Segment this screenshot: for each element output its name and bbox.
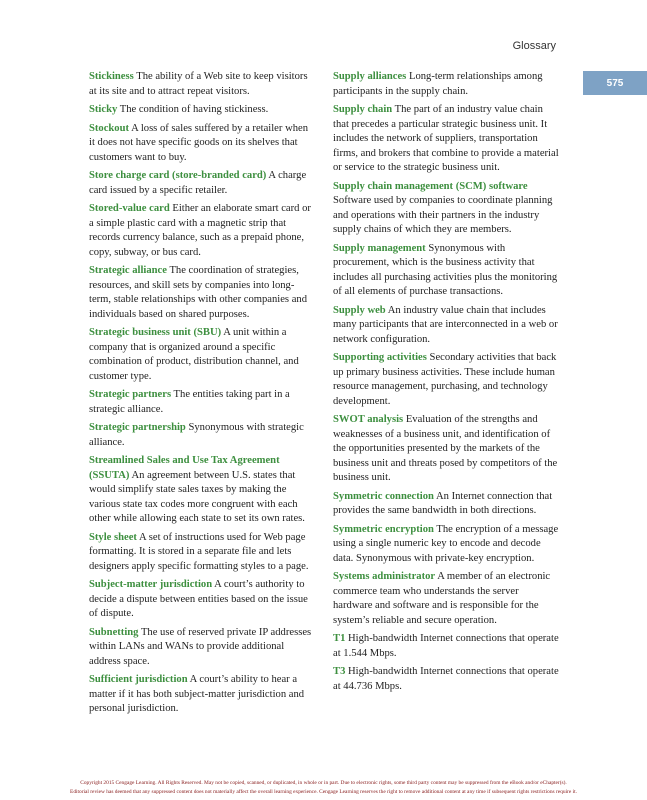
glossary-definition: Software used by companies to coordinate planning and operations with their partners in the industry supply chains of which they are members. bbox=[333, 195, 553, 235]
glossary-term: Stored-value card bbox=[89, 203, 170, 214]
glossary-entry bbox=[333, 351, 559, 409]
running-head: Glossary bbox=[512, 40, 556, 52]
glossary-entry bbox=[89, 531, 315, 575]
glossary-entry bbox=[89, 103, 315, 118]
glossary-definition: A loss of sales suffered by a retailer when it does not have specific goods on its shelves that customers want to buy. bbox=[89, 122, 309, 163]
glossary-entry bbox=[89, 454, 315, 527]
glossary-entry bbox=[89, 70, 315, 99]
glossary-entry bbox=[333, 180, 559, 238]
glossary-entry bbox=[89, 122, 315, 166]
glossary-entry bbox=[89, 388, 315, 417]
glossary-term: Store charge card (store-branded card) bbox=[89, 170, 267, 181]
glossary-term: Sticky bbox=[89, 104, 118, 115]
glossary-entry bbox=[89, 626, 315, 670]
right-column bbox=[333, 70, 559, 698]
glossary-entry bbox=[333, 413, 559, 486]
glossary-entry bbox=[89, 326, 315, 384]
glossary-definition: Synonymous with strategic alliance. bbox=[89, 422, 304, 448]
glossary-term: T3 bbox=[333, 666, 346, 677]
glossary-entry bbox=[333, 665, 559, 694]
glossary-definition: The use of reserved private IP addresses within LANs and WANs to provide additional address space. bbox=[89, 626, 312, 667]
glossary-term: Stockout bbox=[89, 122, 130, 134]
glossary-term: Streamlined Sales and Use Tax Agreement (SSUTA) bbox=[89, 455, 280, 481]
glossary-entry bbox=[89, 578, 315, 622]
glossary-term: T1 bbox=[333, 633, 346, 644]
glossary-definition: Long-term relationships among participants in the supply chain. bbox=[333, 71, 543, 97]
glossary-definition: An agreement between U.S. states that would simplify state sales taxes by making the various state tax codes more congruent with each other while allowing each state to set its own rates. bbox=[89, 469, 305, 524]
glossary-entry bbox=[333, 570, 559, 628]
glossary-entry bbox=[333, 242, 559, 300]
glossary-definition: The part of an industry value chain that precedes a particular strategic business unit. It includes the network of suppliers, transportation firms, and brokers that combine to provide a material or service to the strategic business unit. bbox=[333, 104, 559, 173]
glossary-term: Strategic alliance bbox=[89, 265, 167, 276]
glossary-term: Supply alliances bbox=[333, 71, 407, 82]
glossary-definition: A court’s ability to hear a matter if it has both subject-matter jurisdiction and personal jurisdiction. bbox=[89, 674, 305, 714]
copyright-notice: Copyright 2015 Cengage Learning. All Rights Reserved. May not be copied, scanned, or duplicated, in whole or in part. Due to electronic rights, some third party content may be suppressed from the eBook and/or eChapter(s). bbox=[80, 780, 567, 786]
glossary-definition: An Internet connection that provides the same bandwidth in both directions. bbox=[333, 490, 553, 516]
glossary-entry bbox=[89, 421, 315, 450]
glossary-definition: A member of an electronic commerce team who understands the server hardware and software and is responsible for the system’s reliable and secure operation. bbox=[333, 571, 551, 626]
glossary-definition: The ability of a Web site to keep visitors at its site and to attract repeat visitors. bbox=[89, 71, 308, 97]
glossary-definition: A unit within a company that is organized around a specific combination of product, distribution channel, and customer type. bbox=[89, 327, 299, 382]
glossary-entry bbox=[333, 304, 559, 348]
glossary-definition: Evaluation of the strengths and weaknesses of a business unit, and identification of the opportunities presented by the markets of the business unit and threats posed by competitors of the business unit. bbox=[333, 414, 558, 483]
glossary-entry bbox=[333, 523, 559, 567]
glossary-definition: An industry value chain that includes many participants that are interconnected in a web or network configuration. bbox=[333, 304, 558, 345]
glossary-term: Supply chain bbox=[333, 104, 393, 115]
glossary-term: Stickiness bbox=[89, 71, 134, 82]
glossary-term: Subnetting bbox=[89, 626, 139, 638]
glossary-term: Supply chain management (SCM) software bbox=[333, 180, 528, 192]
glossary-term: Systems administrator bbox=[333, 571, 436, 582]
glossary-term: Sufficient jurisdiction bbox=[89, 674, 188, 685]
glossary-term: Strategic partners bbox=[89, 389, 172, 400]
glossary-entry bbox=[89, 673, 315, 717]
glossary-definition: High-bandwidth Internet connections that operate at 1.544 Mbps. bbox=[333, 633, 559, 659]
glossary-definition: The condition of having stickiness. bbox=[119, 104, 269, 115]
glossary-definition: Either an elaborate smart card or a simple plastic card with a magnetic strip that records currency balance, such as a prepaid phone, copy, subway, or bus card. bbox=[89, 203, 311, 258]
glossary-definition: The entities taking part in a strategic alliance. bbox=[89, 389, 290, 415]
glossary-definition: The encryption of a message using a single numeric key to encode and decode data. Synonymous with private-key encryption. bbox=[333, 523, 559, 564]
glossary-entry bbox=[89, 264, 315, 322]
glossary-term: Supply web bbox=[333, 304, 386, 316]
glossary-definition: Synonymous with procurement, which is the business activity that includes all purchasing activities plus the monitoring of all elements of purchase transactions. bbox=[333, 242, 558, 297]
glossary-definition: The coordination of strategies, resources, and skill sets by companies into long-term, stable relationships with other companies and individuals based on shared purposes. bbox=[89, 265, 307, 320]
glossary-entry bbox=[333, 490, 559, 519]
glossary-definition: A set of instructions used for Web page formatting. It is stored in a separate file and lets designers apply specific formatting styles to a page. bbox=[89, 531, 309, 572]
page-number-tab: 575 bbox=[583, 71, 647, 95]
glossary-term: Supply management bbox=[333, 242, 426, 254]
glossary-term: Symmetric encryption bbox=[333, 523, 434, 535]
glossary-term: Subject-matter jurisdiction bbox=[89, 579, 213, 590]
glossary-entry bbox=[333, 70, 559, 99]
left-column bbox=[89, 70, 315, 721]
glossary-term: Style sheet bbox=[89, 531, 137, 543]
glossary-term: Symmetric connection bbox=[333, 490, 434, 502]
glossary-definition: A court’s authority to decide a dispute between entities based on the issue of dispute. bbox=[89, 579, 308, 619]
glossary-term: SWOT analysis bbox=[333, 414, 404, 425]
glossary-term: Supporting activities bbox=[333, 352, 427, 363]
glossary-definition: Secondary activities that back up primary business activities. These include human resource management, purchasing, and technology development. bbox=[333, 352, 557, 407]
glossary-definition: A charge card issued by a specific retailer. bbox=[89, 170, 307, 196]
glossary-term: Strategic business unit (SBU) bbox=[89, 327, 222, 338]
editorial-notice: Editorial review has deemed that any suppressed content does not materially affect the overall learning experience. Cengage Learning reserves the right to remove additional content at any time if subsequent rights restrictions require it. bbox=[70, 789, 577, 795]
glossary-entry bbox=[89, 202, 315, 260]
glossary-term: Strategic partnership bbox=[89, 422, 186, 433]
glossary-entry bbox=[89, 169, 315, 198]
glossary-definition: High-bandwidth Internet connections that operate at 44.736 Mbps. bbox=[333, 666, 559, 692]
glossary-entry bbox=[333, 632, 559, 661]
glossary-entry bbox=[333, 103, 559, 176]
